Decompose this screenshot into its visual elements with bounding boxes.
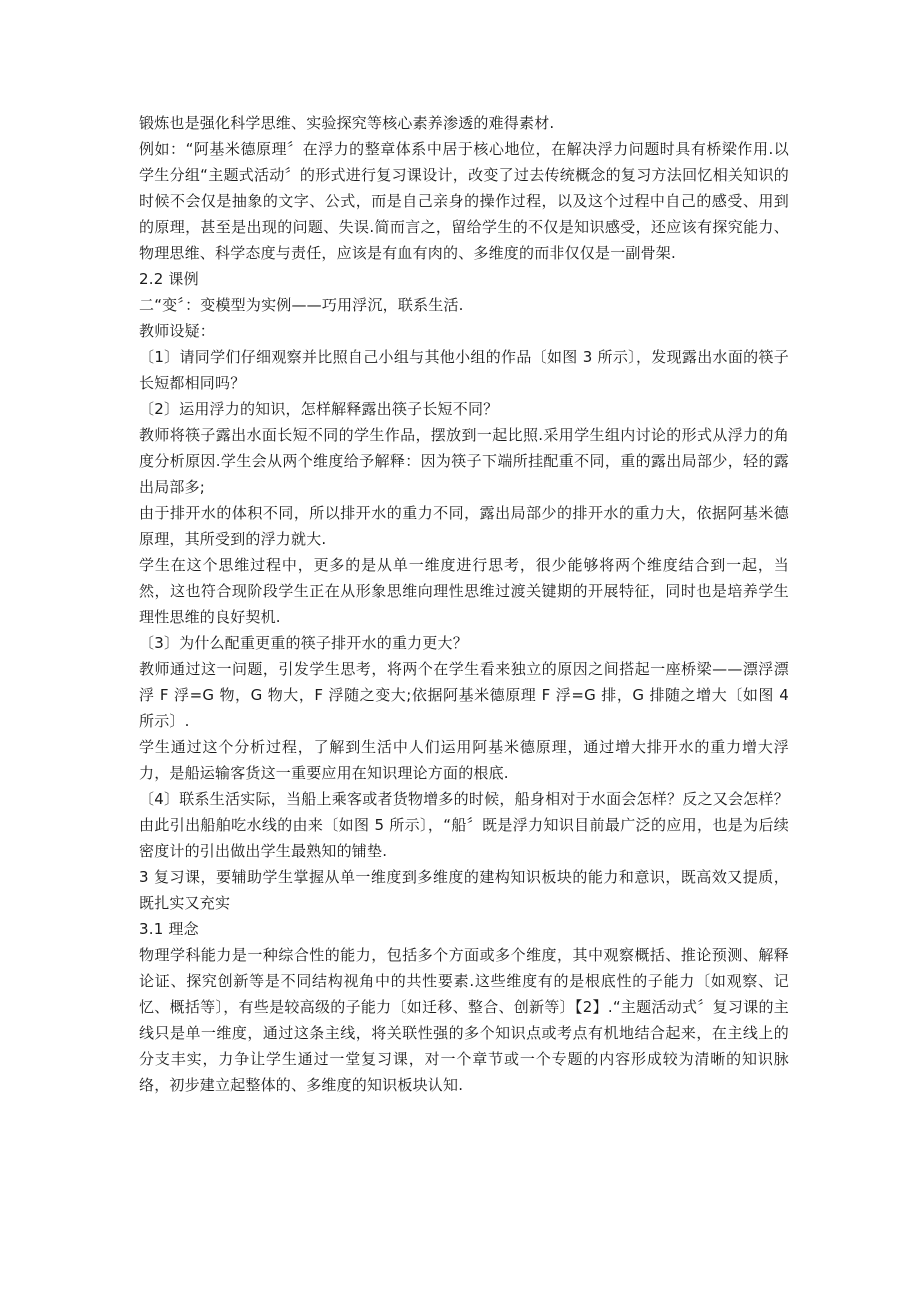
paragraph-displacement: 由于排开水的体积不同，所以排开水的重力不同，露出局部少的排开水的重力大，依据阿基米德原理，其所受到的浮力就大. xyxy=(139,504,789,548)
paragraph-change-model: 二“变〞：变模型为实例——巧用浮沉，联系生活. xyxy=(139,296,464,314)
paragraph-example: 例如：“阿基米德原理〞在浮力的整章体系中居于核心地位，在解决浮力问题时具有桥梁作用.以学生分组“主题式活动〞的形式进行复习课设计，改变了过去传统概念的复习方法回忆相关知识的时候不会仅是抽象的文字、公式，而是自己亲身的操作过程，以及这个过程中自己的感受、用到的原理，甚至是出现的问题、失误.简而言之，留给学生的不仅是知识感受，还应该有探究能力、物理思维、科学态度与责任，应该是有血有肉的、多维度的而非仅仅是一副骨架. xyxy=(139,140,789,262)
paragraph-bridge: 教师通过这一问题，引发学生思考，将两个在学生看来独立的原因之间搭起一座桥梁——漂浮漂浮 F 浮=G 物，G 物大，F 浮随之变大;依据阿基米德原理 F 浮=G 排，G 排随之增大〔如图 4 所示〕. xyxy=(139,660,789,730)
paragraph-intro-end: 锻炼也是强化科学思维、实验探究等核心素养渗透的难得素材. xyxy=(139,114,555,132)
question-1: 〔1〕请同学们仔细观察并比照自己小组与其他小组的作品〔如图 3 所示〕，发现露出水面的筷子长短都相同吗？ xyxy=(139,348,789,392)
paragraph-application: 学生通过这个分析过程，了解到生活中人们运用阿基米德原理，通过增大排开水的重力增大浮力，是船运输客货这一重要应用在知识理论方面的根底. xyxy=(139,738,789,782)
paragraph-teacher-compare: 教师将筷子露出水面长短不同的学生作品，摆放到一起比照.采用学生组内讨论的形式从浮力的角度分析原因.学生会从两个维度给予解释：因为筷子下端所挂配重不同，重的露出局部少，轻的露出局部多; xyxy=(139,426,789,496)
section-heading-2-2: 2.2 课例 xyxy=(139,270,199,288)
question-2: 〔2〕运用浮力的知识，怎样解释露出筷子长短不同？ xyxy=(139,400,499,418)
paragraph-teacher-question: 教师设疑： xyxy=(139,322,216,340)
question-4: 〔4〕联系生活实际，当船上乘客或者货物增多的时候，船身相对于水面会怎样？反之又会怎样？由此引出船舶吃水线的由来〔如图 5 所示〕，“船〞既是浮力知识目前最广泛的应用，也是为后续密度计的引出做出学生最熟知的铺垫. xyxy=(139,790,789,860)
section-heading-3-1: 3.1 理念 xyxy=(139,920,199,938)
question-3: 〔3〕为什么配重更重的筷子排开水的重力更大？ xyxy=(139,634,468,652)
section-heading-3: 3 复习课，要辅助学生掌握从单一维度到多维度的建构知识板块的能力和意识，既高效又提质，既扎实又充实 xyxy=(139,868,789,912)
paragraph-student-thinking: 学生在这个思维过程中，更多的是从单一维度进行思考，很少能够将两个维度结合到一起，当然，这也符合现阶段学生正在从形象思维向理性思维过渡关键期的开展特征，同时也是培养学生理性思维的良好契机. xyxy=(139,556,789,626)
document-body xyxy=(139,110,789,1098)
paragraph-concept: 物理学科能力是一种综合性的能力，包括多个方面或多个维度，其中观察概括、推论预测、解释论证、探究创新等是不同结构视角中的共性要素.这些维度有的是根底性的子能力〔如观察、记忆、概括等〕，有些是较高级的子能力〔如迁移、整合、创新等〕【2】.“主题活动式〞复习课的主线只是单一维度，通过这条主线，将关联性强的多个知识点或考点有机地结合起来，在主线上的分支丰实，力争让学生通过一堂复习课，对一个章节或一个专题的内容形成较为清晰的知识脉络，初步建立起整体的、多维度的知识板块认知. xyxy=(139,946,789,1094)
